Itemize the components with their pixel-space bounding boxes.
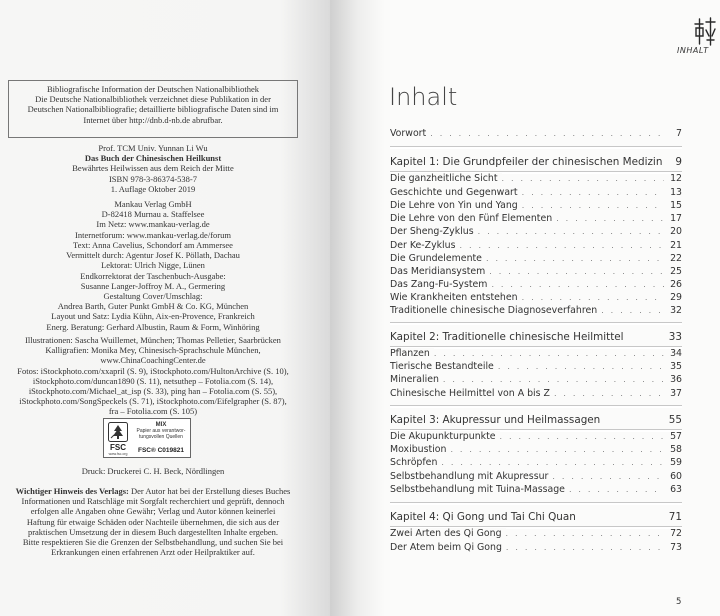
- toc-entry: [390, 187, 682, 200]
- toc-entry-page: 73: [670, 542, 682, 553]
- publisher-line: D-82418 Murnau a. Staffelsee: [101, 209, 205, 220]
- notice-line: erfolgen alle Angaben ohne Gewähr; Verlag und Autor können keinerlei: [30, 506, 276, 517]
- chapter-title: Kapitel 4: Qi Gong und Tai Chi Quan: [390, 511, 576, 523]
- toc-entry: [390, 200, 682, 213]
- toc-entry-page: 25: [670, 266, 682, 277]
- fsc-code: FSC® C019821: [138, 447, 184, 454]
- publisher-info: [4, 199, 302, 240]
- credit-line: Gestaltung Cover/Umschlag:: [103, 291, 203, 302]
- toc-entry: [390, 361, 682, 374]
- illustration-line: www.ChinaCoachingCenter.de: [100, 355, 206, 366]
- toc-entry: [390, 484, 682, 497]
- notice-line: Haftung für etwaige Schäden oder Nachteile übernehmen, die sich aus der: [26, 516, 280, 527]
- print-info: Druck: Druckerei C. H. Beck, Nördlingen: [81, 466, 225, 476]
- fsc-web: www.fsc.org: [108, 452, 128, 456]
- author: Prof. TCM Univ. Yunnan Li Wu: [98, 143, 208, 153]
- notice-line: Informationen und Ratschläge mit Sorgfalt recherchiert und geprüft, dennoch: [21, 496, 285, 507]
- illustration-credits: [4, 335, 302, 417]
- illustration-line: iStockphoto.com/Michael_at_isp (S. 33), ping han – Fotolia.com (S. 55),: [28, 386, 278, 397]
- toc-entry-label: Selbstbehandlung mit Akupressur: [390, 471, 552, 482]
- toc-entry-page: 72: [670, 528, 682, 539]
- chapter-page: 71: [668, 511, 682, 523]
- toc-entry-label: Die ganzheitliche Sicht: [390, 173, 502, 184]
- toc-entry-label: Die Lehre von den Fünf Elementen: [390, 213, 556, 224]
- credits: [4, 240, 302, 332]
- toc-entry-label: Tierische Bestandteile: [390, 361, 498, 372]
- publisher-notice: [4, 486, 302, 557]
- toc-entry-page: 60: [670, 471, 682, 482]
- chapter-title: Kapitel 1: Die Grundpfeiler der chinesischen Medizin: [390, 156, 663, 168]
- chapter-page: 55: [668, 414, 682, 426]
- chapter-page: 9: [675, 156, 682, 168]
- toc-entry-page: 35: [670, 361, 682, 372]
- toc-entry-label: Zwei Arten des Qi Gong: [390, 528, 506, 539]
- toc-entry: [390, 253, 682, 266]
- toc-entry-page: 15: [670, 200, 682, 211]
- toc-entry-label: Moxibustion: [390, 444, 450, 455]
- toc-entry-page: 57: [670, 431, 682, 442]
- toc-entry: [390, 292, 682, 305]
- toc-entry-label: Selbstbehandlung mit Tuina-Massage: [390, 484, 569, 495]
- toc-entry: [390, 348, 682, 361]
- toc-entry-label: Die Akupunkturpunkte: [390, 431, 500, 442]
- toc-entry-page: 21: [670, 240, 682, 251]
- book-subtitle: Bewährtes Heilwissen aus dem Reich der Mitte: [72, 163, 234, 174]
- toc-entry: [390, 471, 682, 484]
- bib-line: Internet über http://dnb.d-nb.de abrufbar.: [83, 114, 223, 125]
- edition: 1. Auflage Oktober 2019: [110, 183, 196, 194]
- toc-entry-page: 12: [670, 173, 682, 184]
- toc-entry-label: Der Atem beim Qi Gong: [390, 542, 506, 553]
- toc-entry: [390, 457, 682, 470]
- credit-line: Text: Anna Cavelius, Schondorf am Ammersee: [73, 240, 233, 250]
- illustration-line: Illustrationen: Sascha Wuillemet, München; Thomas Pelletier, Saarbrücken: [25, 335, 281, 345]
- toc-entry-page: 63: [670, 484, 682, 495]
- toc-entry-label: Der Ke-Zyklus: [390, 240, 459, 251]
- page-number: 5: [676, 597, 682, 607]
- credit-line: Endkorrektorat der Taschenbuch-Ausgabe:: [80, 270, 226, 281]
- fsc-tree-icon: [108, 422, 128, 442]
- illustration-line: Fotos: iStockphoto.com/xxapril (S. 9), iStockphoto.com/HultonArchive (S. 10),: [17, 365, 289, 376]
- left-page-imprint: [0, 0, 330, 616]
- toc-entry-page: 36: [670, 374, 682, 385]
- toc-entry-label: Pflanzen: [390, 348, 434, 359]
- toc-entry: [390, 542, 682, 555]
- toc-entry: [390, 266, 682, 279]
- credit-line: Vermittelt durch: Agentur Josef K. Pöllath, Dachau: [66, 250, 240, 261]
- bibliographic-info-box: [8, 80, 298, 138]
- bib-line: Deutschen Nationalbibliografie; detaillierte bibliografische Daten sind im: [27, 104, 279, 115]
- toc-entry: [390, 388, 682, 401]
- toc-entry-label: Geschichte und Gegenwart: [390, 187, 522, 198]
- illustration-line: iStockphoto.com/SongSpeckels (S. 71), iStockphoto.com/Eifelgrapher (S. 87),: [19, 396, 287, 407]
- toc-entry-page: 7: [676, 128, 682, 139]
- fsc-logo: [103, 418, 191, 458]
- toc-entry: [390, 279, 682, 292]
- notice-label: Wichtiger Hinweis des Verlags:: [15, 486, 129, 496]
- fsc-mix: MIX: [155, 422, 167, 428]
- fsc-line: Papier aus verantwor-: [136, 428, 186, 434]
- running-header: INHALT: [677, 46, 709, 55]
- toc-entry-page: 13: [670, 187, 682, 198]
- toc-entry-label: Chinesische Heilmittel von A bis Z: [390, 388, 554, 399]
- notice-line: [4, 486, 302, 496]
- credit-line: Energ. Beratung: Gerhard Albustin, Raum & Form, Winhöring: [46, 321, 260, 332]
- chapter-page: 33: [668, 331, 682, 343]
- credit-line: Lektorat: Ulrich Nigge, Lünen: [101, 260, 205, 271]
- toc-entry: [390, 128, 682, 141]
- toc-entry: [390, 240, 682, 253]
- chapter-title: Kapitel 3: Akupressur und Heilmassagen: [390, 414, 601, 426]
- toc-entry-page: 59: [670, 457, 682, 468]
- fsc-mix-text: [132, 422, 190, 440]
- toc-entry-label: Die Lehre von Yin und Yang: [390, 200, 522, 211]
- chinese-calligraphy-icon: [693, 14, 717, 50]
- toc-entry-page: 32: [670, 305, 682, 316]
- publisher-line: Mankau Verlag GmbH: [114, 199, 192, 209]
- credit-line: Andrea Barth, Guter Punkt GmbH & Co. KG, München: [57, 301, 249, 312]
- toc-entry: [390, 431, 682, 444]
- page-title: Inhalt: [389, 83, 458, 111]
- book-title: Das Buch der Chinesischen Heilkunst: [84, 153, 222, 164]
- toc-entry-page: 37: [670, 388, 682, 399]
- toc-entry-label: Das Meridiansystem: [390, 266, 489, 277]
- fsc-label: FSC: [110, 443, 126, 452]
- notice-line: Erkrankungen einen erfahrenen Arzt oder Heilpraktiker auf.: [51, 547, 255, 558]
- toc-entry-label: Der Sheng-Zyklus: [390, 226, 478, 237]
- toc-entry-label: Mineralien: [390, 374, 443, 385]
- toc-entry-page: 58: [670, 444, 682, 455]
- illustration-line: fra – Fotolia.com (S. 105): [108, 406, 198, 417]
- toc-entry: [390, 444, 682, 457]
- toc-entry: [390, 173, 682, 186]
- toc-entry-page: 34: [670, 348, 682, 359]
- toc-entry-page: 29: [670, 292, 682, 303]
- book-info: [4, 143, 302, 194]
- toc-entry-page: 17: [670, 213, 682, 224]
- credit-line: Layout und Satz: Lydia Kühn, Aix-en-Provence, Frankreich: [51, 311, 255, 322]
- toc-entry: [390, 213, 682, 226]
- notice-text: Der Autor hat bei der Erstellung dieses Buches: [128, 486, 291, 496]
- toc-entry-label: Wie Krankheiten entstehen: [390, 292, 522, 303]
- credit-line: Susanne Langer-Joffroy M. A., Germering: [80, 280, 226, 291]
- publisher-line: Im Netz: www.mankau-verlag.de: [96, 219, 210, 230]
- notice-line: Bitte respektieren Sie die Grenzen der Selbstbehandlung, und suchen Sie bei: [22, 537, 284, 548]
- toc-entry-label: Die Grundelemente: [390, 253, 486, 264]
- toc-entry: [390, 374, 682, 387]
- toc-entry-label: Das Zang-Fu-System: [390, 279, 491, 290]
- bib-line: Bibliografische Information der Deutschen Nationalbibliothek: [47, 84, 259, 94]
- publisher-line: Internetforum: www.mankau-verlag.de/forum: [75, 229, 231, 240]
- toc-entry-page: 26: [670, 279, 682, 290]
- illustration-line: iStockphoto.com/duncan1890 (S. 11), netsuthep – Fotolia.com (S. 14),: [32, 375, 274, 386]
- illustration-line: Kalligrafien: Monika Mey, Chinesisch-Sprachschule München,: [45, 345, 261, 356]
- toc-entry: [390, 226, 682, 239]
- toc-entry-page: 22: [670, 253, 682, 264]
- toc-entry-label: Vorwort: [390, 128, 430, 139]
- fsc-line: tungsvollen Quellen: [139, 434, 183, 440]
- chapter-title: Kapitel 2: Traditionelle chinesische Heilmittel: [390, 331, 624, 343]
- isbn: ISBN 978-3-86374-538-7: [108, 173, 198, 184]
- bib-line: Die Deutsche Nationalbibliothek verzeichnet diese Publikation in der: [35, 94, 271, 105]
- toc-entry-label: Traditionelle chinesische Diagnoseverfahren: [390, 305, 601, 316]
- toc-entry: [390, 305, 682, 318]
- toc-entry: [390, 528, 682, 541]
- toc-entry-page: 20: [670, 226, 682, 237]
- notice-line: praktischen Umsetzung der in diesem Buch dargestellten Inhalte ergeben.: [27, 526, 279, 537]
- toc-entry-label: Schröpfen: [390, 457, 441, 468]
